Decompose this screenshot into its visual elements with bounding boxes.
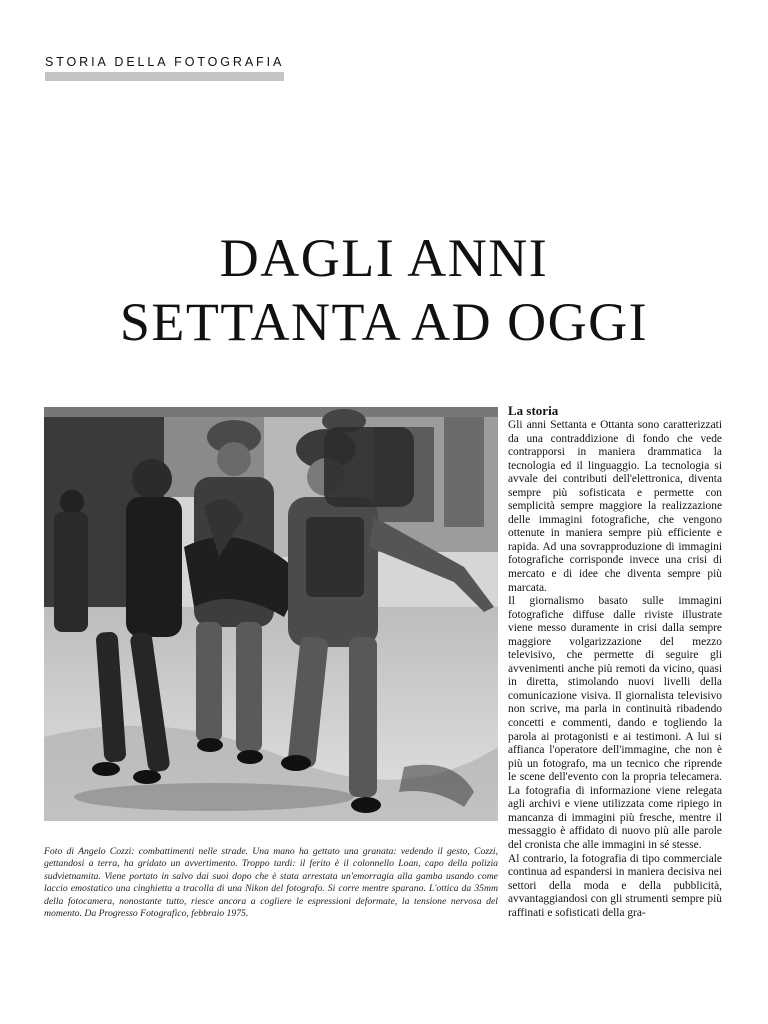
article-paragraph: Il giornalismo basato sulle immagini fotografiche diffuse dalle riviste illustrate viene messo duramente in crisi dalla sempre maggiore volgarizzazione del mezzo televisivo, che permette di seguire gli avvenimenti anche più remoti da vicino, quasi in diretta, stimolando nuovi livelli della comunicazione visiva. Il giornalista televisivo non scrive, ma parla in continuità ribadendo concetti e commenti, dando e togliendo la parola ai protagonisti e ai testimoni. A lui si affianca l'operatore dell'immagine, che non è più un fotografo, ma un tecnico che riprende le scene dell'evento con la propria telecamera. La fotografia di informazione viene relegata agli archivi e viene utilizzata come ripiego in mancanza di immagini più fresche, mentre il messaggio è affidato di nuovo più alle parole del cronista che alle immagini in sé stesse.: [508, 595, 722, 851]
page-title-line-1: DAGLI ANNI: [219, 228, 549, 288]
kicker-underline-bar: [45, 72, 284, 81]
article-paragraph: Al contrario, la fotografia di tipo commerciale continua ad espandersi in maniera decisiva nei settori della moda e della pubblicità, avvantaggiandosi con gli strumenti sempre più raffinati e sofisticati della gra-: [508, 852, 722, 919]
war-photo-illustration: [44, 407, 498, 821]
photo-caption: Foto di Angelo Cozzi: combattimenti nelle strade. Una mano ha gettato una granata: vedendo il gesto, Cozzi, gettandosi a terra, ha gridato un avvertimento. Troppo tardi: il ferito è il colonnello Loan, capo della polizia sudvietnamita. Viene portato in salvo dai suoi dopo che è stata arrestata un'emorragia alla gamba usando come laccio emostatico una cinghietta a tracolla di una Nikon del fotografo. Si corre mentre sparano. L'ottica da 35mm della fotocamera, nonostante tutto, riesce ancora a cogliere le espressioni deformate, la tensione nervosa del momento. Da Progresso Fotografico, febbraio 1975.: [44, 846, 498, 920]
war-photo: [44, 407, 498, 821]
page-title-line-2: SETTANTA AD OGGI: [119, 292, 649, 352]
article-column: [508, 403, 722, 920]
page-title: [0, 226, 768, 354]
article-paragraph: Gli anni Settanta e Ottanta sono caratterizzati da una contraddizione di fondo che vede contrapporsi in maniera drammatica la tecnologia ed il linguaggio. La tecnologia si avvale dei contributi dell'elettronica, diventa sempre più sofisticata e permette con semplicità sempre maggiore la realizzazione delle immagini fotografiche, che vengono ottenute in maniera sempre più efficiente e rapida. Ad una sovrapproduzione di immagini fotografiche corrisponde invece una crisi di mercato e di idee che diventa sempre più marcata.: [508, 419, 722, 594]
section-kicker: STORIA DELLA FOTOGRAFIA: [45, 55, 285, 69]
article-heading: La storia: [508, 403, 559, 418]
